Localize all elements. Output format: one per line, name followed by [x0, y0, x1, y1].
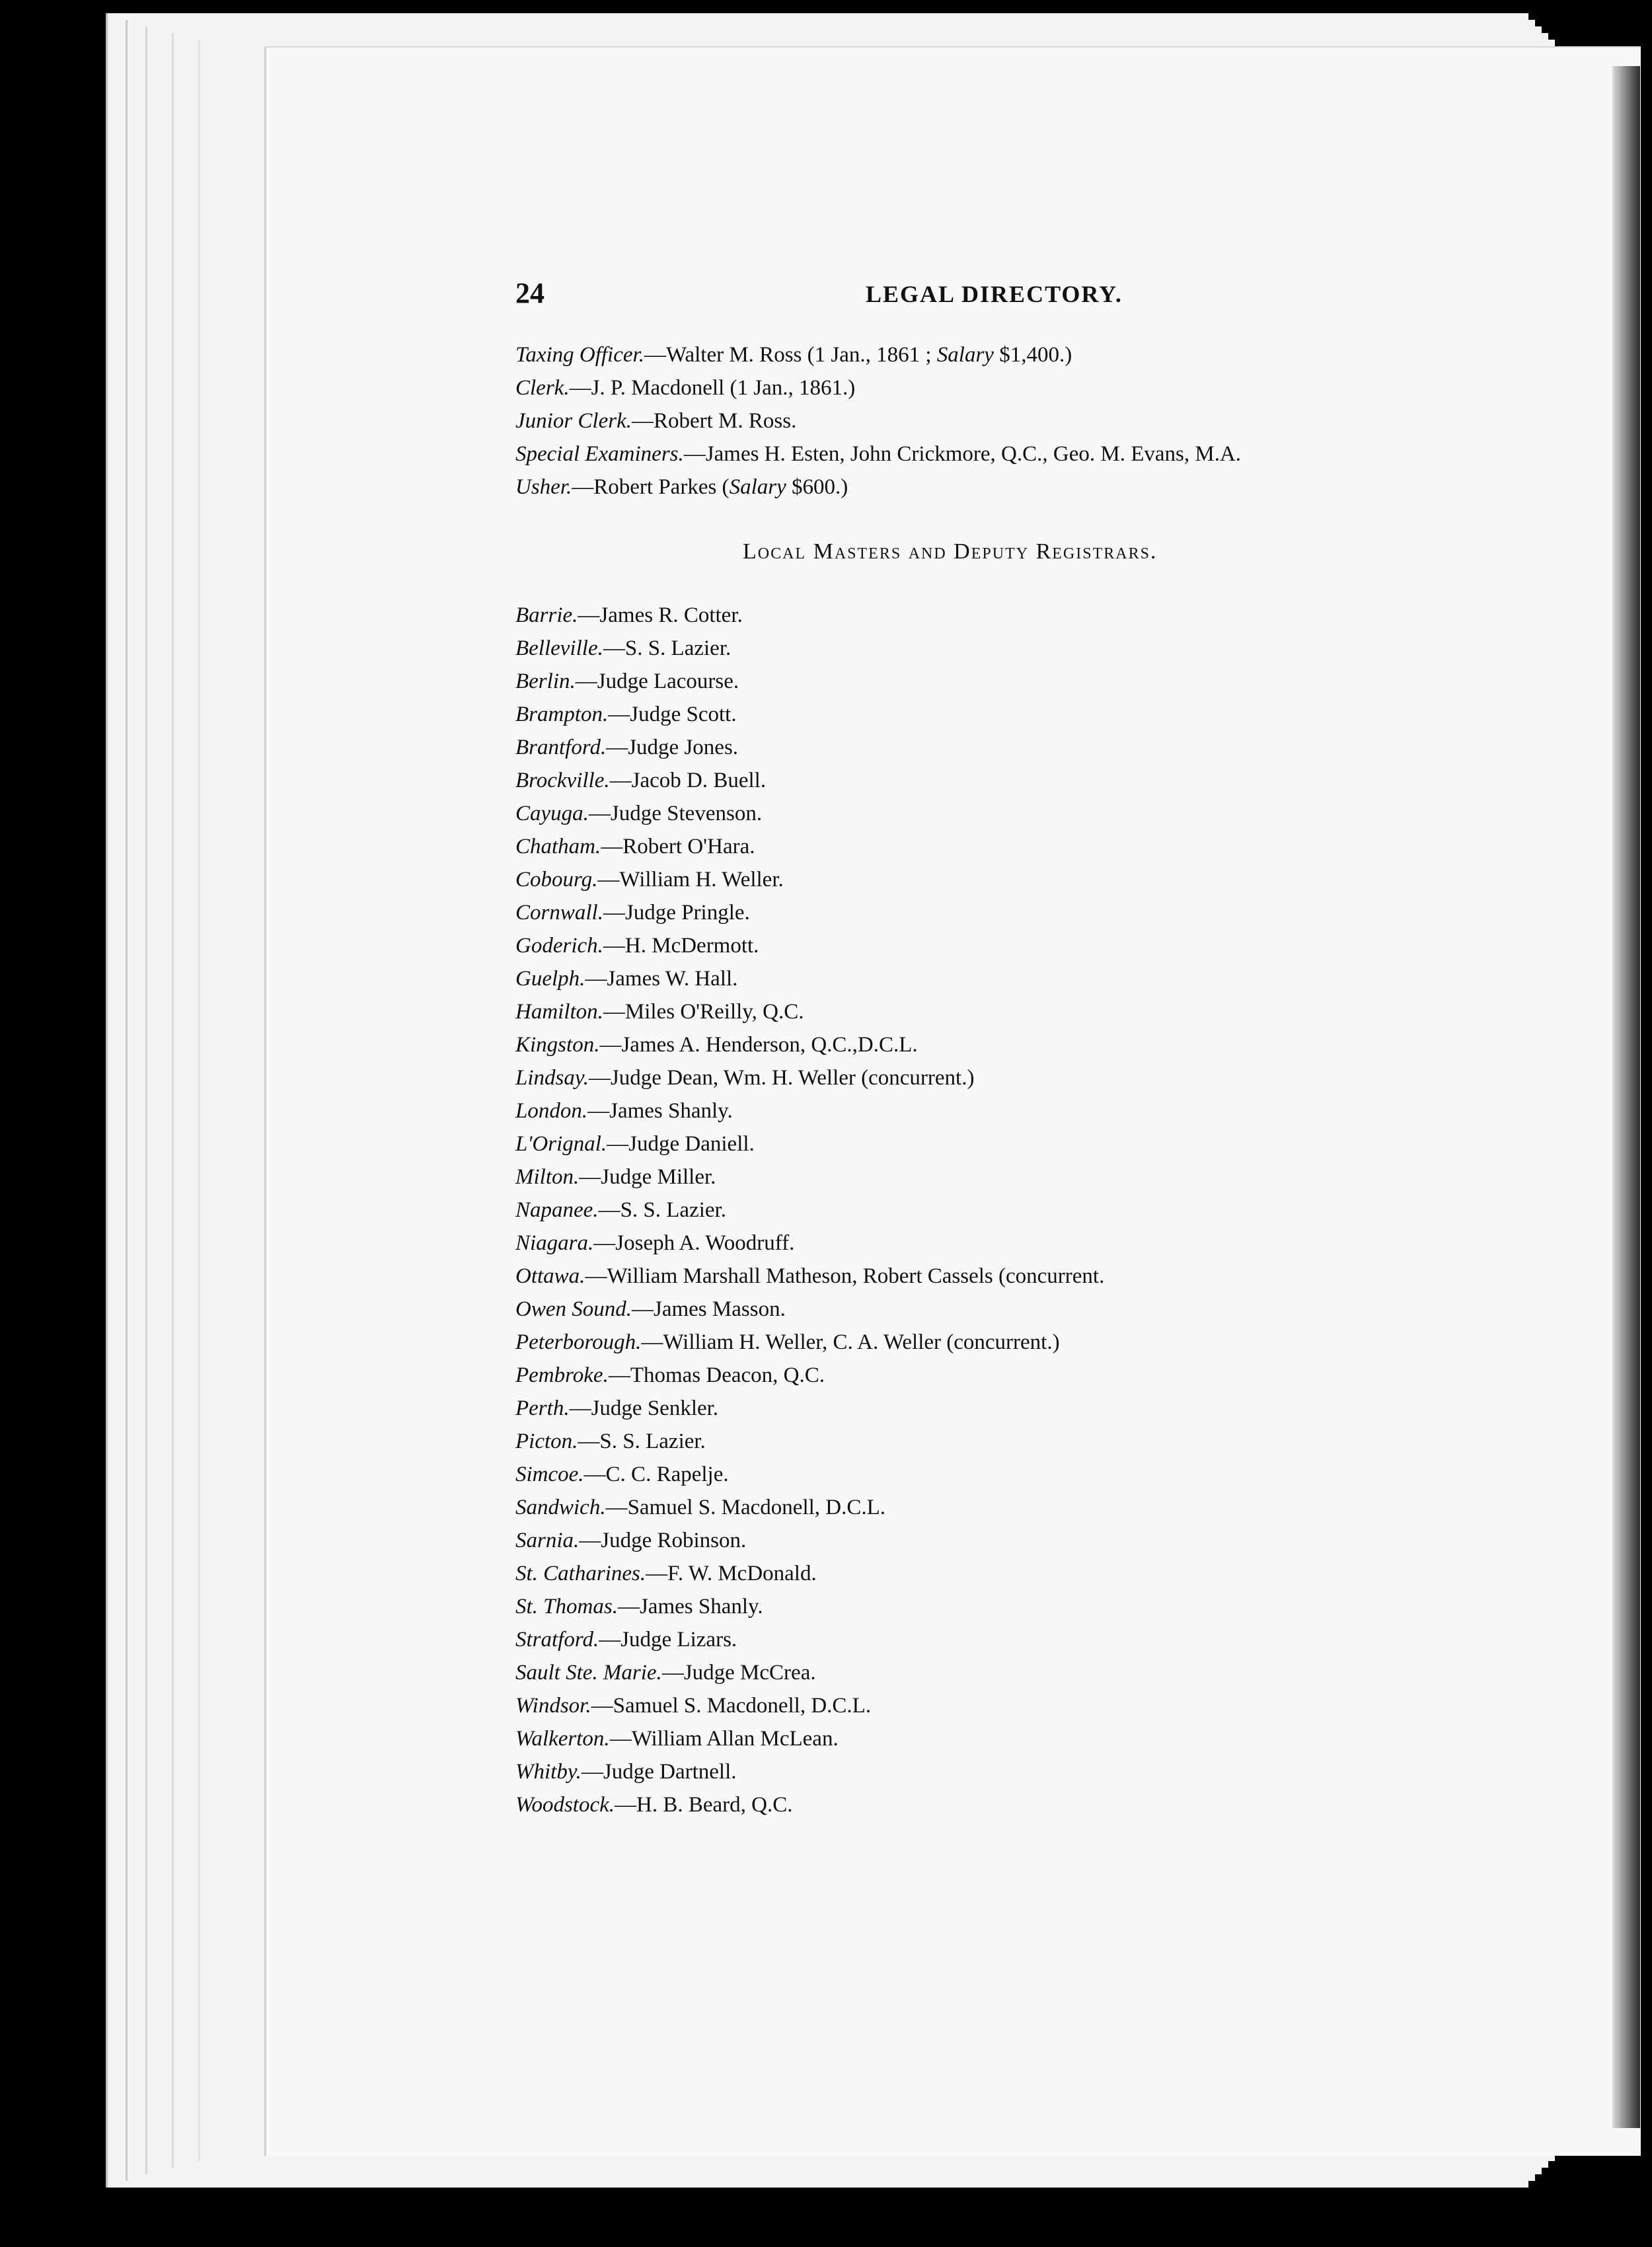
- entry-text: —S. S. Lazier.: [603, 636, 732, 660]
- entry-text: —Joseph A. Woodruff.: [593, 1231, 795, 1255]
- list-item: [515, 995, 1546, 1028]
- place-name: Sarnia.: [515, 1529, 580, 1552]
- officer-extra-text: $1,400.): [993, 343, 1072, 367]
- list-item: [515, 1326, 1546, 1359]
- entry-text: —William Allan McLean.: [609, 1727, 839, 1751]
- list-item: [515, 830, 1546, 863]
- place-name: St. Thomas.: [515, 1595, 618, 1619]
- place-name: Lindsay.: [515, 1066, 589, 1090]
- entry-text: —Miles O'Reilly, Q.C.: [603, 1000, 804, 1024]
- running-title: LEGAL DIRECTORY.: [866, 281, 1123, 307]
- entry-text: —Thomas Deacon, Q.C.: [608, 1363, 825, 1387]
- list-item: [515, 1722, 1546, 1755]
- entry-text: —C. C. Rapelje.: [583, 1463, 729, 1486]
- list-item: [515, 1788, 1546, 1821]
- list-item: [515, 1590, 1546, 1623]
- place-name: Picton.: [515, 1429, 578, 1453]
- entry-text: —James A. Henderson, Q.C.,D.C.L.: [599, 1033, 918, 1057]
- entry-text: —William H. Weller.: [597, 868, 784, 892]
- list-item: [515, 929, 1546, 962]
- list-item: [515, 1260, 1546, 1293]
- officer-text: —J. P. Macdonell (1 Jan., 1861.): [569, 376, 856, 400]
- running-head: [515, 276, 1546, 316]
- place-name: Goderich.: [515, 934, 603, 958]
- place-name: Berlin.: [515, 669, 576, 693]
- entry-text: —James Shanly.: [617, 1595, 763, 1619]
- place-name: Cobourg.: [515, 868, 598, 892]
- entry-text: —Judge Miller.: [579, 1165, 716, 1189]
- place-name: Chatham.: [515, 835, 601, 858]
- entry-text: —Judge Robinson.: [579, 1529, 747, 1552]
- officer-title: Special Examiners.: [515, 442, 684, 466]
- place-name: Sandwich.: [515, 1496, 606, 1519]
- entry-text: —Judge Dartnell.: [581, 1760, 737, 1784]
- list-item: [515, 1127, 1546, 1161]
- place-name: Perth.: [515, 1396, 570, 1420]
- place-name: Belleville.: [515, 636, 603, 660]
- place-name: Woodstock.: [515, 1793, 615, 1817]
- page-number: 24: [515, 277, 544, 309]
- officer-line: [515, 438, 1546, 471]
- place-name: Brantford.: [515, 736, 607, 759]
- officer-text: —Robert M. Ross.: [631, 409, 797, 433]
- list-item: [515, 1194, 1546, 1227]
- entry-text: —Judge Senkler.: [569, 1396, 719, 1420]
- entry-text: —S. S. Lazier.: [578, 1429, 706, 1453]
- list-item: [515, 1359, 1546, 1392]
- entry-text: —Judge Dean, Wm. H. Weller (concurrent.): [588, 1066, 975, 1090]
- entry-text: —Jacob D. Buell.: [609, 769, 767, 792]
- entry-text: —F. W. McDonald.: [646, 1562, 817, 1585]
- officer-line: [515, 471, 1546, 504]
- place-name: Peterborough.: [515, 1330, 642, 1354]
- place-name: Kingston.: [515, 1033, 600, 1057]
- entry-text: —Judge Scott.: [608, 703, 737, 726]
- place-name: Stratford.: [515, 1628, 599, 1652]
- officer-title: Usher.: [515, 475, 572, 499]
- list-item: [515, 1491, 1546, 1524]
- list-item: [515, 665, 1546, 698]
- entry-text: —James Masson.: [632, 1297, 786, 1321]
- place-name: St. Catharines.: [515, 1562, 646, 1585]
- place-name: Hamilton.: [515, 1000, 603, 1024]
- entry-text: —Judge Daniell.: [607, 1132, 755, 1156]
- officer-extra-text: $600.): [786, 475, 848, 499]
- place-name: Walkerton.: [515, 1727, 610, 1751]
- officer-line: [515, 404, 1546, 438]
- officer-text: —James H. Esten, John Crickmore, Q.C., Geo. M. Evans, M.A.: [683, 442, 1242, 466]
- list-item: [515, 1458, 1546, 1491]
- place-name: Owen Sound.: [515, 1297, 632, 1321]
- officer-text: —Walter M. Ross (1 Jan., 1861 ;: [644, 343, 937, 367]
- list-item: [515, 797, 1546, 830]
- list-item: [515, 698, 1546, 731]
- place-name: London.: [515, 1099, 588, 1123]
- list-item: [515, 1392, 1546, 1425]
- list-item: [515, 1293, 1546, 1326]
- list-item: [515, 764, 1546, 797]
- entry-text: —William H. Weller, C. A. Weller (concurrent.): [641, 1330, 1060, 1354]
- list-item: [515, 1028, 1546, 1061]
- registrar-list: [515, 599, 1546, 1821]
- place-name: Niagara.: [515, 1231, 594, 1255]
- entry-text: —Judge Lacourse.: [575, 669, 739, 693]
- list-item: [515, 1557, 1546, 1590]
- place-name: Cornwall.: [515, 901, 603, 925]
- entry-text: —Judge McCrea.: [661, 1661, 816, 1685]
- place-name: Sault Ste. Marie.: [515, 1661, 662, 1685]
- place-name: Pembroke.: [515, 1363, 609, 1387]
- entry-text: —James W. Hall.: [585, 967, 738, 991]
- list-item: [515, 1524, 1546, 1557]
- entry-text: —James R. Cotter.: [578, 603, 743, 627]
- list-item: [515, 1061, 1546, 1094]
- list-item: [515, 962, 1546, 995]
- entry-text: —Judge Pringle.: [603, 901, 750, 925]
- list-item: [515, 1755, 1546, 1788]
- page-text: [515, 276, 1546, 1821]
- entry-text: —Robert O'Hara.: [601, 835, 755, 858]
- officers-list: [515, 338, 1546, 504]
- entry-text: —Samuel S. Macdonell, D.C.L.: [605, 1496, 886, 1519]
- entry-text: —H. McDermott.: [603, 934, 759, 958]
- list-item: [515, 1094, 1546, 1127]
- list-item: [515, 1656, 1546, 1689]
- list-item: [515, 1623, 1546, 1656]
- officer-text: —Robert Parkes (: [572, 475, 730, 499]
- officer-line: [515, 338, 1546, 371]
- place-name: Brampton.: [515, 703, 609, 726]
- officer-extra-italic: Salary: [936, 343, 994, 367]
- place-name: Napanee.: [515, 1198, 599, 1222]
- entry-text: —Judge Lizars.: [599, 1628, 737, 1652]
- section-title: Local Masters and Deputy Registrars.: [743, 539, 1158, 564]
- entry-text: —Judge Jones.: [606, 736, 739, 759]
- officer-title: Taxing Officer.: [515, 343, 644, 367]
- place-name: Barrie.: [515, 603, 578, 627]
- place-name: Cayuga.: [515, 802, 589, 825]
- entry-text: —Samuel S. Macdonell, D.C.L.: [591, 1694, 872, 1718]
- officer-extra-italic: Salary: [729, 475, 786, 499]
- list-item: [515, 896, 1546, 929]
- place-name: L'Orignal.: [515, 1132, 607, 1156]
- entry-text: —H. B. Beard, Q.C.: [615, 1793, 793, 1817]
- list-item: [515, 1689, 1546, 1722]
- place-name: Whitby.: [515, 1760, 582, 1784]
- place-name: Simcoe.: [515, 1463, 584, 1486]
- place-name: Brockville.: [515, 769, 610, 792]
- place-name: Guelph.: [515, 967, 585, 991]
- list-item: [515, 731, 1546, 764]
- officer-line: [515, 371, 1546, 404]
- list-item: [515, 599, 1546, 632]
- place-name: Windsor.: [515, 1694, 591, 1718]
- list-item: [515, 1425, 1546, 1458]
- page-gutter-shadow: [1612, 66, 1640, 2128]
- entry-text: —James Shanly.: [587, 1099, 733, 1123]
- officer-title: Clerk.: [515, 376, 570, 400]
- list-item: [515, 863, 1546, 896]
- officer-title: Junior Clerk.: [515, 409, 632, 433]
- place-name: Ottawa.: [515, 1264, 585, 1288]
- list-item: [515, 632, 1546, 665]
- list-item: [515, 1161, 1546, 1194]
- entry-text: —William Marshall Matheson, Robert Cassels (concurrent.: [585, 1264, 1105, 1288]
- list-item: [515, 1227, 1546, 1260]
- entry-text: —S. S. Lazier.: [598, 1198, 726, 1222]
- entry-text: —Judge Stevenson.: [588, 802, 763, 825]
- place-name: Milton.: [515, 1165, 580, 1189]
